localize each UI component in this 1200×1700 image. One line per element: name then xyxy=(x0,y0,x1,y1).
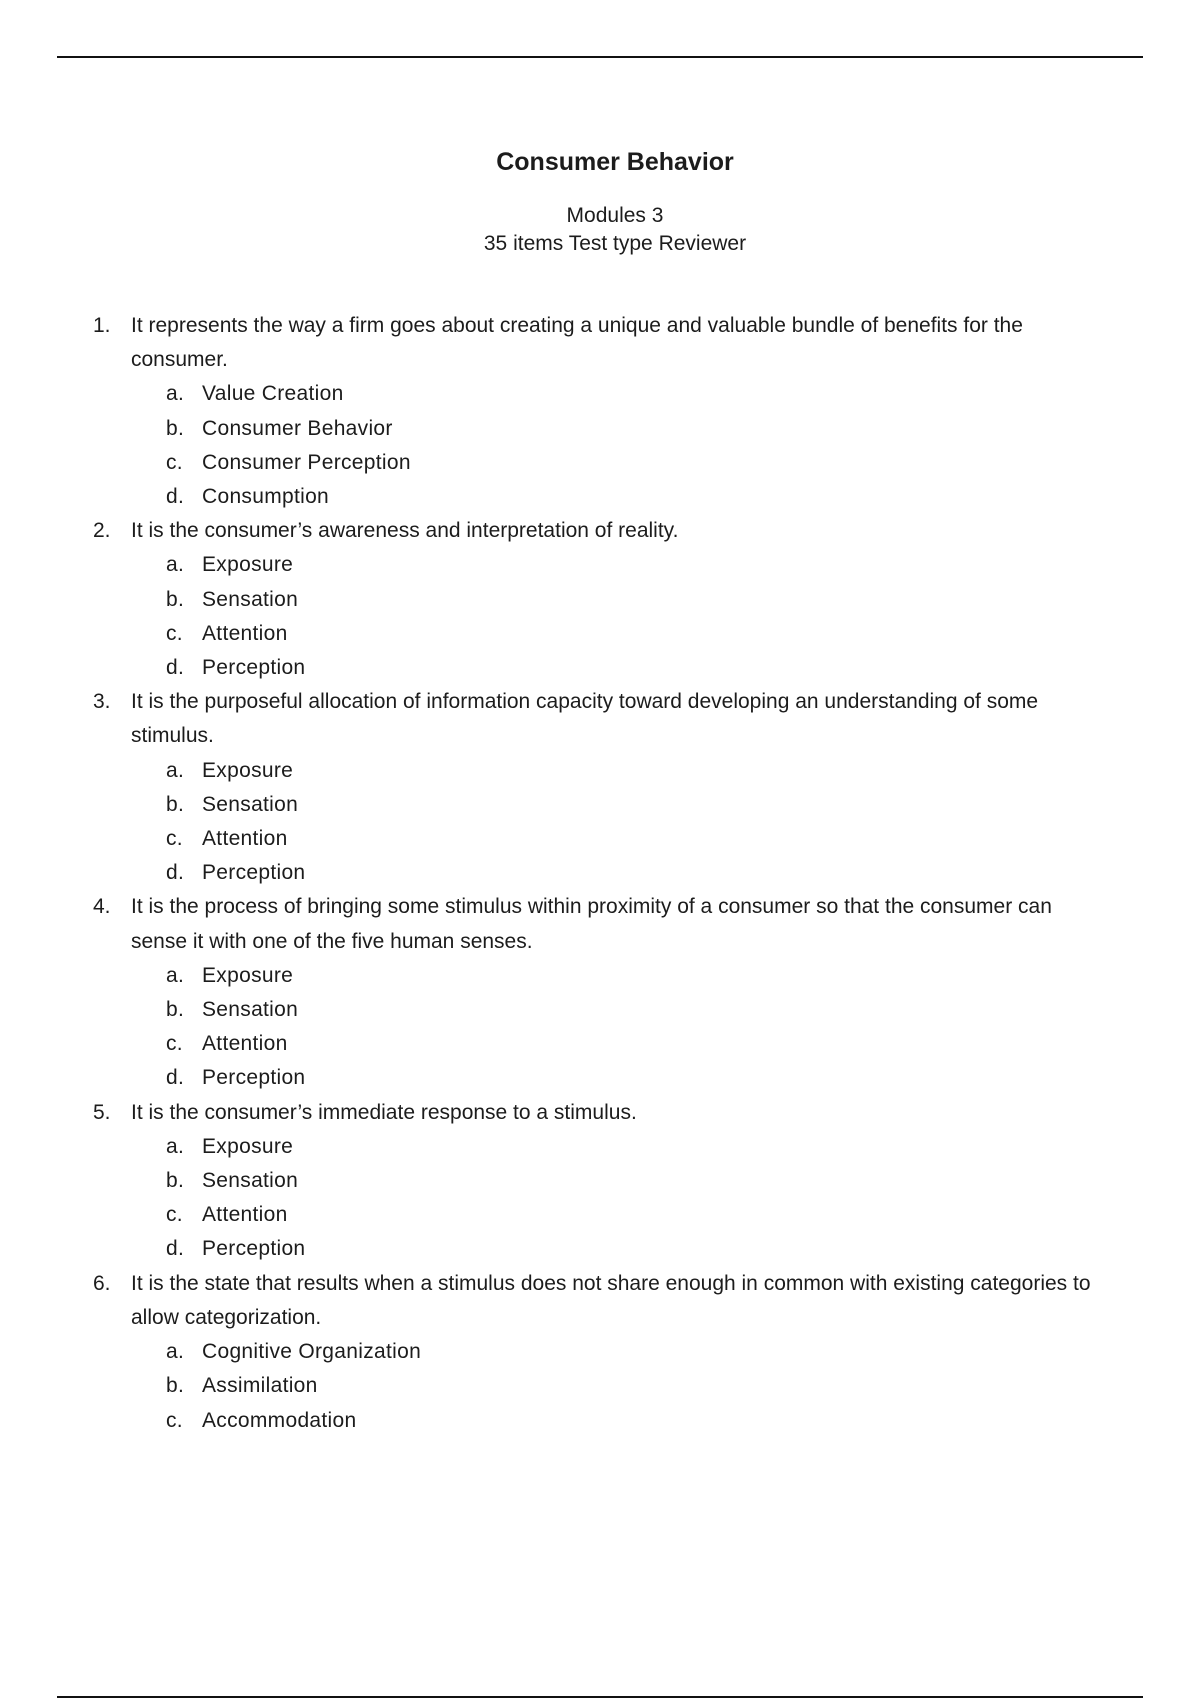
answer-option xyxy=(131,1335,1103,1369)
option-letter: c. xyxy=(166,1408,183,1432)
option-letter: b. xyxy=(166,1169,185,1193)
option-text: Perception xyxy=(202,861,306,885)
option-text: Consumer Behavior xyxy=(202,416,393,440)
option-letter: b. xyxy=(166,1374,185,1398)
option-list xyxy=(131,1130,1103,1267)
option-list xyxy=(131,548,1103,685)
document-title: Consumer Behavior xyxy=(496,148,734,176)
question-text: It is the state that results when a stimulus does not share enough in common with existing categories to allow categorization. xyxy=(131,1271,1091,1329)
option-letter: b. xyxy=(166,587,185,611)
option-text: Attention xyxy=(202,1203,288,1227)
reviewer-subtitle: 35 items Test type Reviewer xyxy=(483,232,747,255)
option-text: Sensation xyxy=(202,998,299,1022)
option-letter: b. xyxy=(166,998,185,1022)
option-letter: a. xyxy=(166,1134,185,1158)
option-list xyxy=(131,959,1103,1096)
answer-option xyxy=(131,1369,1103,1403)
answer-option xyxy=(131,548,1103,582)
option-letter: b. xyxy=(166,416,185,440)
option-letter: c. xyxy=(166,1203,183,1227)
option-text: Value Creation xyxy=(202,382,344,406)
option-letter: a. xyxy=(166,758,185,782)
option-letter: d. xyxy=(166,1066,185,1090)
option-text: Consumption xyxy=(202,485,330,509)
question-number: 5. xyxy=(93,1100,111,1124)
option-letter: a. xyxy=(166,963,185,987)
question-item xyxy=(93,890,1103,1095)
question-list xyxy=(93,309,1103,1438)
question-text: It is the process of bringing some stimulus within proximity of a consumer so that the consumer can sense it with one of the five human senses. xyxy=(131,895,1052,953)
option-text: Perception xyxy=(202,1066,306,1090)
option-letter: c. xyxy=(166,450,183,474)
option-letter: c. xyxy=(166,1032,183,1056)
question-number: 4. xyxy=(93,895,111,919)
option-letter: d. xyxy=(166,861,185,885)
answer-option xyxy=(131,1232,1103,1266)
option-text: Sensation xyxy=(202,1169,299,1193)
question-number: 1. xyxy=(93,314,111,337)
question-text: It represents the way a firm goes about creating a unique and valuable bundle of benefits for the consumer. xyxy=(131,314,1023,372)
answer-option xyxy=(131,377,1103,411)
answer-option xyxy=(131,480,1103,514)
question-number: 6. xyxy=(93,1271,111,1295)
option-list xyxy=(131,754,1103,891)
option-text: Attention xyxy=(202,621,288,645)
question-item xyxy=(93,514,1103,685)
option-letter: a. xyxy=(166,1340,185,1364)
answer-option xyxy=(131,617,1103,651)
answer-option xyxy=(131,1061,1103,1095)
question-text: It is the purposeful allocation of information capacity toward developing an understanding of some stimulus. xyxy=(131,690,1039,748)
question-text: It is the consumer’s awareness and interpretation of reality. xyxy=(131,519,679,543)
question-item xyxy=(93,1096,1103,1267)
question-number: 2. xyxy=(93,519,111,543)
answer-option xyxy=(131,412,1103,446)
option-text: Sensation xyxy=(202,792,299,816)
option-letter: c. xyxy=(166,827,183,851)
answer-option xyxy=(131,856,1103,890)
answer-option xyxy=(131,1404,1103,1438)
option-text: Assimilation xyxy=(202,1374,318,1398)
answer-option xyxy=(131,651,1103,685)
answer-option xyxy=(131,993,1103,1027)
option-letter: b. xyxy=(166,792,185,816)
option-text: Cognitive Organization xyxy=(202,1340,422,1364)
option-text: Attention xyxy=(202,827,288,851)
top-divider xyxy=(57,56,1143,58)
option-text: Exposure xyxy=(202,1134,294,1158)
option-list xyxy=(131,1335,1103,1438)
option-text: Exposure xyxy=(202,758,294,782)
answer-option xyxy=(131,959,1103,993)
question-number: 3. xyxy=(93,690,111,714)
answer-option xyxy=(131,1130,1103,1164)
answer-option xyxy=(131,1164,1103,1198)
option-text: Perception xyxy=(202,1237,306,1261)
option-text: Sensation xyxy=(202,587,299,611)
option-text: Perception xyxy=(202,656,306,680)
answer-option xyxy=(131,822,1103,856)
option-text: Attention xyxy=(202,1032,288,1056)
question-item xyxy=(93,685,1103,890)
answer-option xyxy=(131,583,1103,617)
option-letter: a. xyxy=(166,382,185,406)
option-text: Accommodation xyxy=(202,1408,357,1432)
option-letter: d. xyxy=(166,485,185,509)
option-letter: a. xyxy=(166,553,185,577)
bottom-divider xyxy=(57,1696,1143,1698)
option-text: Exposure xyxy=(202,963,294,987)
option-text: Exposure xyxy=(202,553,294,577)
answer-option xyxy=(131,446,1103,480)
option-list xyxy=(131,377,1103,514)
question-item xyxy=(93,1267,1103,1438)
module-label: Modules 3 xyxy=(566,204,664,227)
answer-option xyxy=(131,1198,1103,1232)
question-text: It is the consumer’s immediate response to a stimulus. xyxy=(131,1100,637,1124)
answer-option xyxy=(131,1027,1103,1061)
option-letter: d. xyxy=(166,656,185,680)
option-text: Consumer Perception xyxy=(202,450,411,474)
option-letter: c. xyxy=(166,621,183,645)
question-item xyxy=(93,309,1103,514)
option-letter: d. xyxy=(166,1237,185,1261)
answer-option xyxy=(131,754,1103,788)
answer-option xyxy=(131,788,1103,822)
